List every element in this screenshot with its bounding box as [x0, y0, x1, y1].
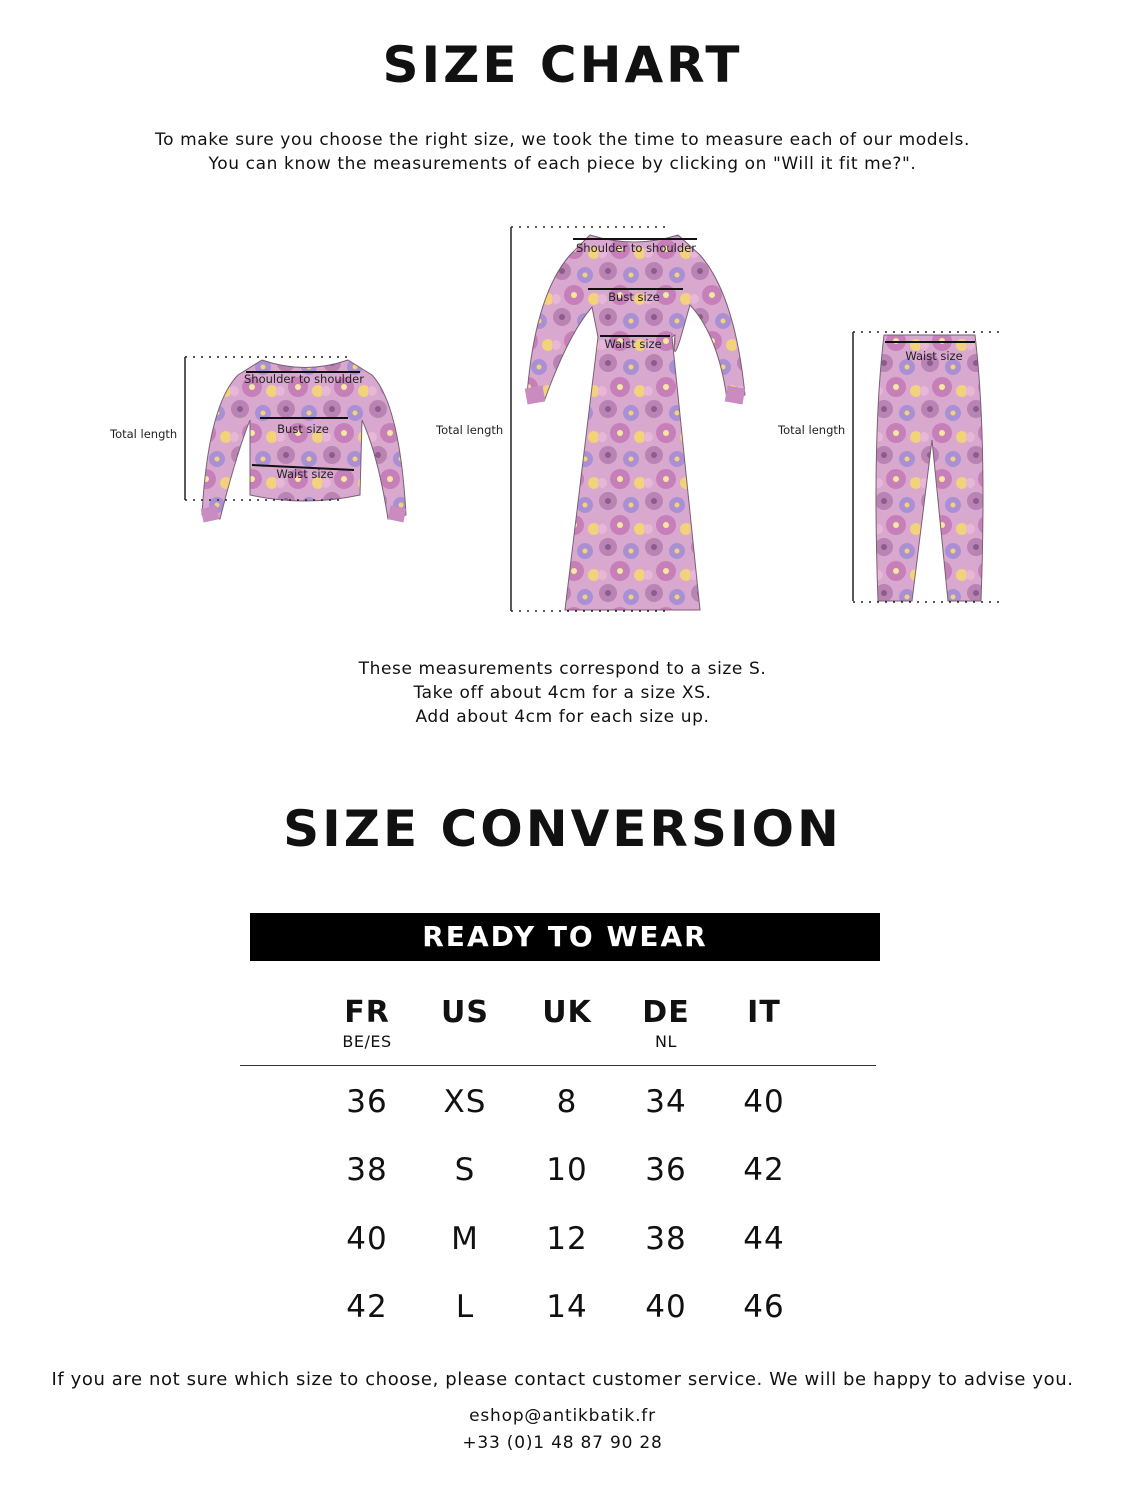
blouse-shoulder-label: Shoulder to shoulder — [244, 372, 364, 386]
contact-phone: +33 (0)1 48 87 90 28 — [462, 1433, 663, 1453]
column-header-it: IT — [747, 995, 781, 1030]
table-cell: 40 — [346, 1221, 388, 1257]
blouse-waist-label: Waist size — [276, 467, 334, 481]
table-cell: 40 — [743, 1084, 785, 1120]
pants-illustration — [777, 332, 1005, 602]
pants-waist-label: Waist size — [905, 349, 963, 363]
intro-line-1: To make sure you choose the right size, we took the time to measure each of our models. — [155, 130, 970, 150]
note-line-3: Add about 4cm for each size up. — [415, 707, 710, 727]
column-subheader-fr: BE/ES — [342, 1032, 392, 1051]
table-cell: 34 — [645, 1084, 687, 1120]
column-header-de: DE — [642, 995, 690, 1030]
dress-waist-label: Waist size — [604, 337, 662, 351]
column-header-fr: FR — [344, 995, 390, 1030]
blouse-total-length-label: Total length — [110, 427, 178, 441]
table-cell: 14 — [546, 1289, 588, 1325]
table-cell: 38 — [645, 1221, 687, 1257]
table-cell: 36 — [346, 1084, 388, 1120]
table-cell: L — [455, 1289, 475, 1325]
table-cell: 44 — [743, 1221, 785, 1257]
column-header-uk: UK — [542, 995, 592, 1030]
dress-shoulder-label: Shoulder to shoulder — [576, 241, 696, 255]
column-subheader-de: NL — [655, 1032, 677, 1051]
dress-illustration — [435, 227, 745, 611]
blouse-illustration — [109, 357, 406, 523]
table-cell: 12 — [546, 1221, 588, 1257]
blouse-bust-label: Bust size — [277, 422, 329, 436]
dress-bust-label: Bust size — [608, 290, 660, 304]
table-cell: 8 — [556, 1084, 578, 1120]
pants-total-length-label: Total length — [778, 423, 846, 437]
contact-email-link[interactable]: eshop@antikbatik.fr — [469, 1406, 656, 1426]
table-cell: 36 — [645, 1152, 687, 1188]
table-header-divider — [240, 1065, 876, 1066]
footer-advice: If you are not sure which size to choose, please contact customer service. We will be happy to advise you. — [51, 1369, 1074, 1390]
note-line-1: These measurements correspond to a size S. — [358, 659, 767, 679]
table-cell: 38 — [346, 1152, 388, 1188]
table-cell: 42 — [346, 1289, 388, 1325]
table-cell: 40 — [645, 1289, 687, 1325]
table-cell: XS — [443, 1084, 487, 1120]
ready-to-wear-banner: READY TO WEAR — [250, 913, 880, 961]
table-cell: S — [454, 1152, 476, 1188]
size-conversion-title: SIZE CONVERSION — [283, 800, 842, 858]
table-cell: 42 — [743, 1152, 785, 1188]
table-cell: 46 — [743, 1289, 785, 1325]
size-chart-title: SIZE CHART — [382, 36, 743, 94]
column-header-us: US — [441, 995, 489, 1030]
table-cell: M — [451, 1221, 479, 1257]
intro-line-2: You can know the measurements of each piece by clicking on "Will it fit me?". — [208, 154, 917, 174]
table-cell: 10 — [546, 1152, 588, 1188]
note-line-2: Take off about 4cm for a size XS. — [413, 683, 712, 703]
dress-total-length-label: Total length — [436, 423, 504, 437]
garment-illustrations — [0, 215, 1125, 625]
